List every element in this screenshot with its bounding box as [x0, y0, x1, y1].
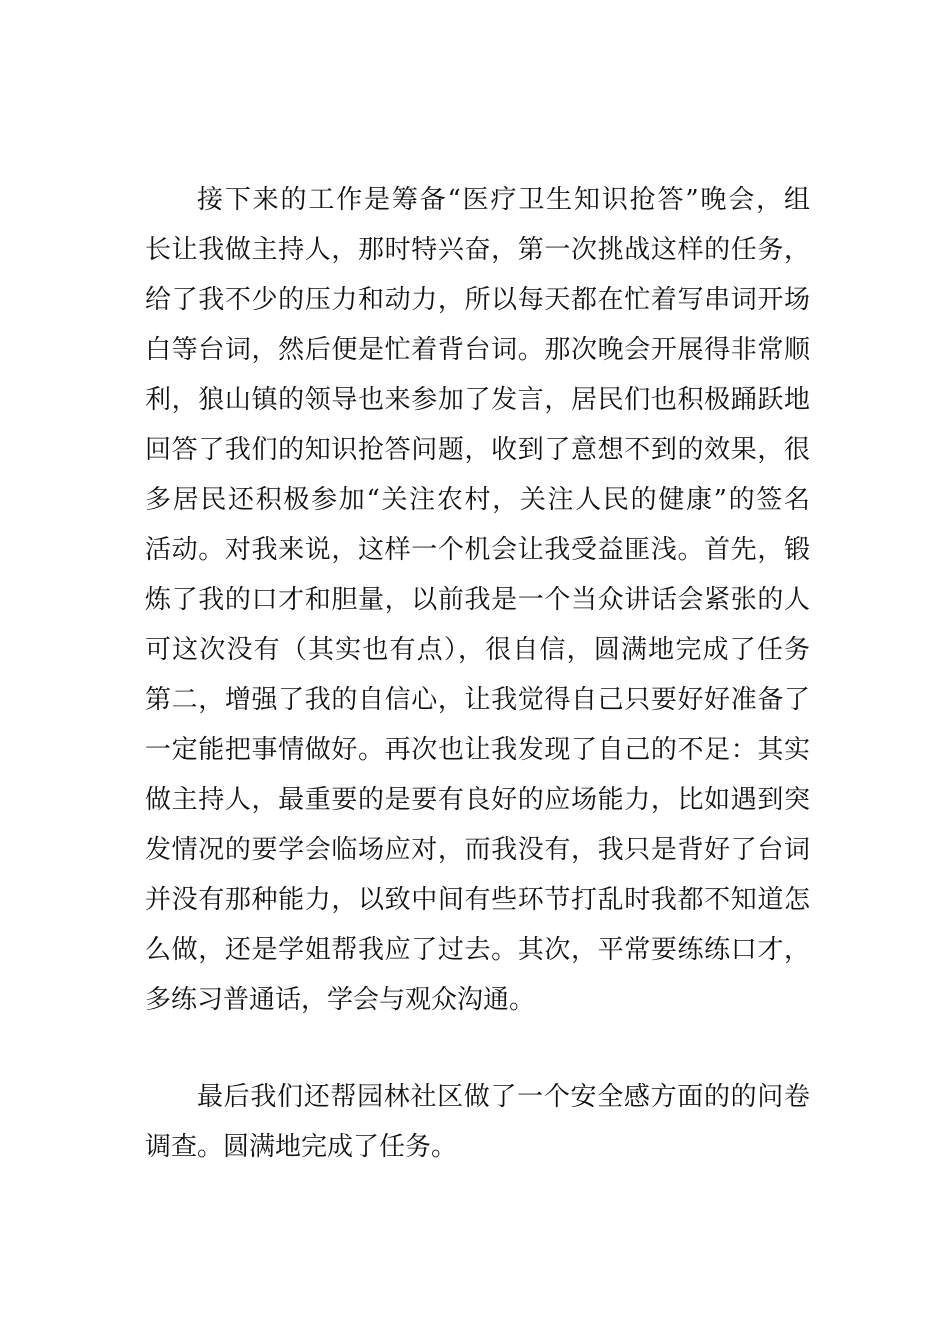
paragraph-line: 多居民还积极参加“关注农村，关注人民的健康”的签名 [145, 485, 810, 515]
paragraph-line: 白等台词，然后便是忙着背台词。那次晚会开展得非常顺 [145, 335, 810, 365]
paragraph-line: 长让我做主持人，那时特兴奋，第一次挑战这样的任务， [145, 235, 810, 265]
paragraph-line: 多练习普通话，学会与观众沟通。 [145, 985, 536, 1015]
paragraph-line: 一定能把事情做好。再次也让我发现了自己的不足：其实 [145, 735, 810, 765]
paragraph-line: 并没有那种能力，以致中间有些环节打乱时我都不知道怎 [145, 885, 810, 915]
paragraph-line: 活动。对我来说，这样一个机会让我受益匪浅。首先，锻 [145, 535, 810, 565]
paragraph-line: 么做，还是学姐帮我应了过去。其次，平常要练练口才， [145, 935, 810, 965]
paragraph-line: 做主持人，最重要的是要有良好的应场能力，比如遇到突 [145, 785, 810, 815]
paragraph-line: 第二，增强了我的自信心，让我觉得自己只要好好准备了 [145, 685, 810, 715]
paragraph-line: 最后我们还帮园林社区做了一个安全感方面的的问卷 [197, 1082, 810, 1112]
paragraph-line: 接下来的工作是筹备“医疗卫生知识抢答”晚会，组 [197, 185, 810, 215]
paragraph-line: 发情况的要学会临场应对，而我没有，我只是背好了台词 [145, 835, 810, 865]
paragraph-line: 利，狼山镇的领导也来参加了发言，居民们也积极踊跃地 [145, 385, 810, 415]
paragraph-line: 回答了我们的知识抢答问题，收到了意想不到的效果，很 [145, 435, 810, 465]
paragraph-line: 给了我不少的压力和动力，所以每天都在忙着写串词开场 [145, 285, 810, 315]
paragraph-line: 调查。圆满地完成了任务。 [145, 1132, 458, 1162]
paragraph-line: 可这次没有（其实也有点），很自信，圆满地完成了任务 [145, 635, 810, 665]
paragraph-line: 炼了我的口才和胆量，以前我是一个当众讲话会紧张的人 [145, 585, 810, 615]
